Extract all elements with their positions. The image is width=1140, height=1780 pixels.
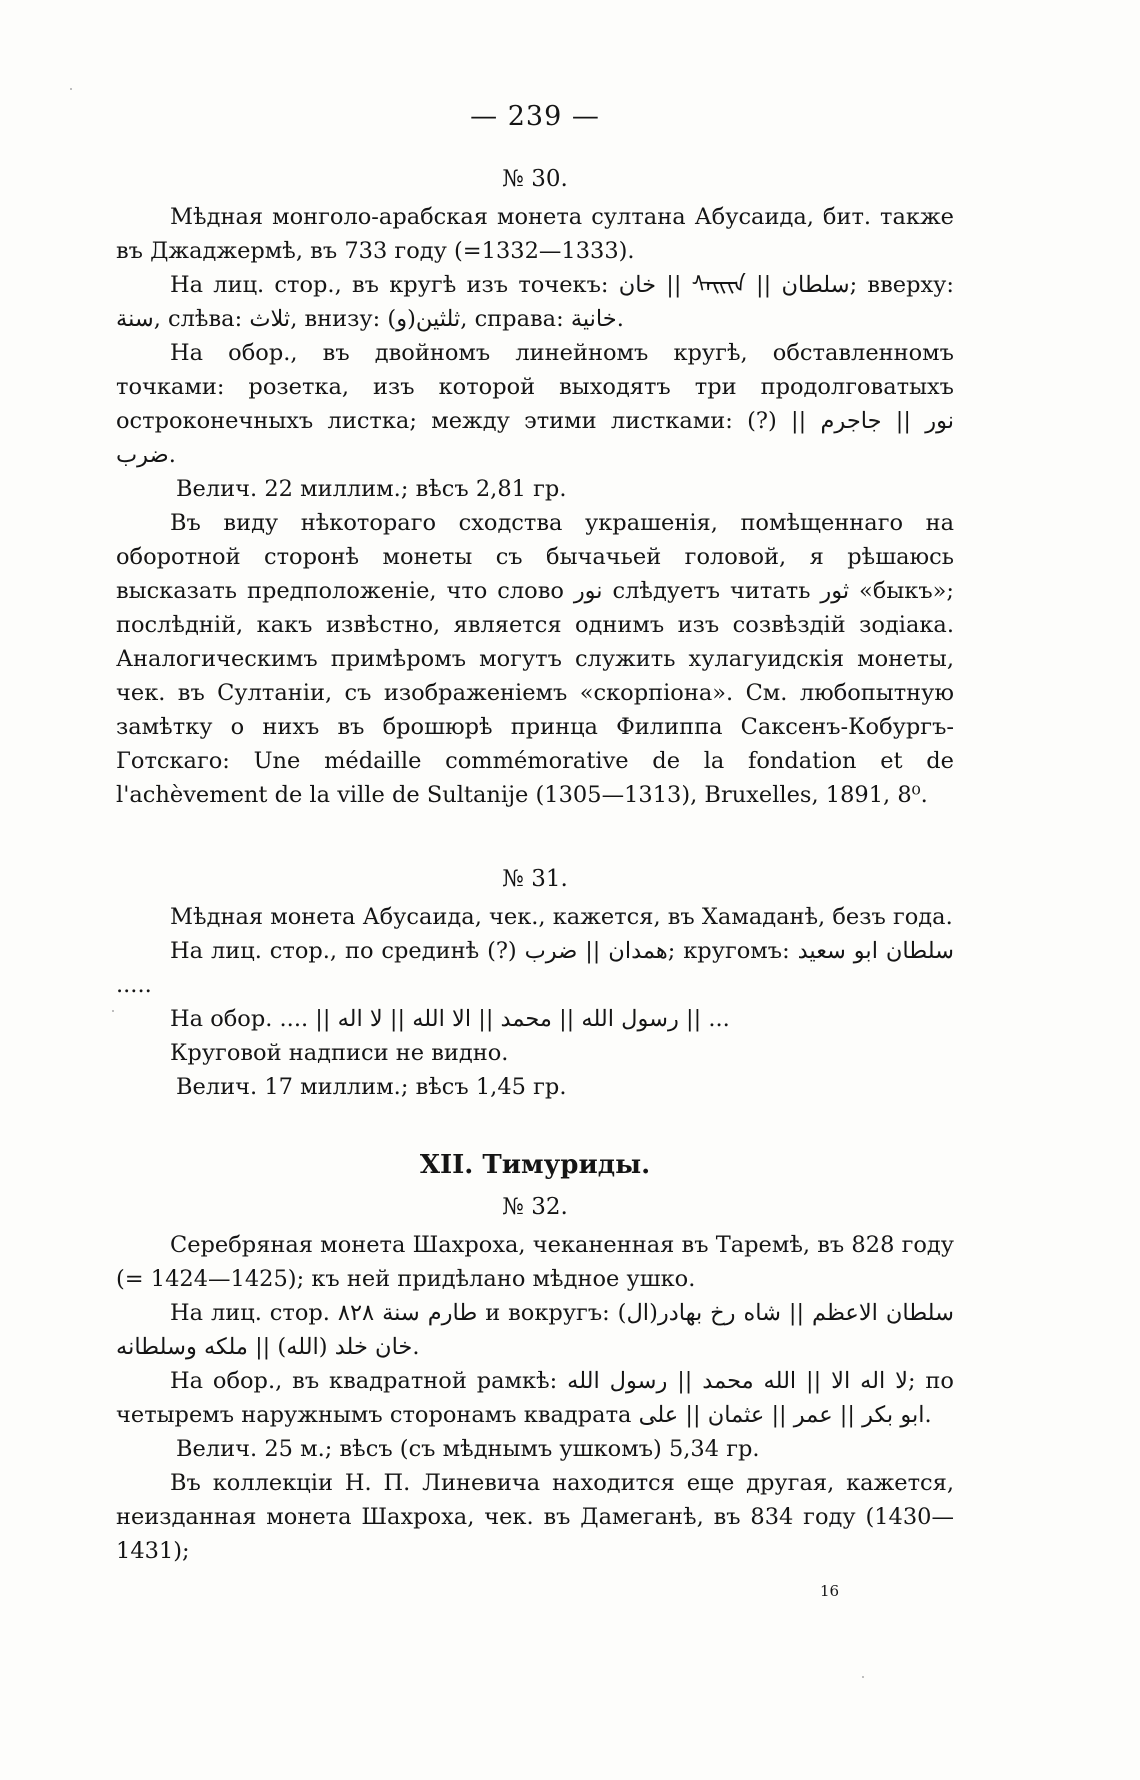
collection-paragraph: Въ коллекціи Н. П. Линевича находится еще другая, кажется, неизданная монета Шахроха, чек. въ Дамеганѣ, въ 834 году (1430—1431);: [116, 1470, 954, 1564]
entry-number: № 30.: [502, 166, 568, 192]
size-weight: Велич. 17 миллим.; вѣсъ 1,45 гр.: [176, 1074, 567, 1100]
section-heading: XII. Тимуриды.: [419, 1150, 651, 1180]
entry-number: № 31.: [502, 866, 568, 892]
size-weight: Велич. 22 миллим.; вѣсъ 2,81 гр.: [176, 476, 567, 502]
coin-description: Мѣдная монета Абусаида, чек., кажется, въ Хамаданѣ, безъ года.: [170, 904, 953, 930]
obverse-description: На лиц. стор., по срединѣ (?) همدان || ضرب; кругомъ: سلطان ابو سعيد .....: [116, 938, 954, 998]
obverse-description: На лиц. стор. طارم سنة ٨٢٨ и вокругъ: (ال)سلطان الاعظم || شاه رخ بهادر خان خلد (الله) || ملكه وسلطانه.: [116, 1300, 954, 1360]
entry-31: [116, 862, 954, 1104]
obverse-description: На лиц. стор., въ кругѣ изъ точекъ: خان || ⁠ᠰᠠᠢᠢᠨ || سلطان; вверху: سنة, слѣва: ثلاث, внизу: (و)ثلثين, справа: خانية.: [116, 272, 954, 332]
spacer: [116, 1104, 954, 1140]
entry-32: [116, 1190, 954, 1568]
signature-mark: 16: [820, 1582, 840, 1600]
page-number: — 239 —: [470, 101, 600, 132]
reverse-description: На обор., въ двойномъ линейномъ кругѣ, обставленномъ точками: розетка, изъ которой выходятъ три продолговатыхъ остроконечныхъ листка; между этими листками: (?) نور || جاجرم || ضرب.: [116, 340, 954, 468]
coin-description: Серебряная монета Шахроха, чеканенная въ Таремѣ, въ 828 году (= 1424—1425); къ ней придѣлано мѣдное ушко.: [116, 1232, 954, 1292]
paper-speck: [70, 88, 72, 90]
coin-description: Мѣдная монголо-арабская монета султана Абусаида, бит. также въ Джаджермѣ, въ 733 году (=1332—1333).: [116, 204, 954, 264]
entry-30: [116, 162, 954, 812]
commentary-paragraph: Въ виду нѣкотораго сходства украшенія, помѣщеннаго на оборотной сторонѣ монеты съ бычачьей головой, я рѣшаюсь высказать предположеніе, что слово نور слѣдуетъ читать ثور «быкъ»; послѣдній, какъ извѣстно, является однимъ изъ созвѣздій зодіака. Аналогическимъ примѣромъ могутъ служить хулагуидскія монеты, чек. въ Султаніи, съ изображеніемъ «скорпіона». См. любопытную замѣтку о нихъ въ брошюрѣ принца Филиппа Саксенъ-Кобургъ-Готскаго: Une médaille commémorative de la fondation et de l'achèvement de la ville de Sultanije (1305—1313), Bruxelles, 1891, 8⁰.: [116, 510, 954, 808]
reverse-description: На обор. .... || رسول الله || محمد || الا الله || لا اله || ...: [170, 1006, 730, 1032]
text-column: [116, 100, 954, 1568]
size-weight: Велич. 25 м.; вѣсъ (съ мѣднымъ ушкомъ) 5,34 гр.: [176, 1436, 760, 1462]
spacer: [116, 812, 954, 856]
note-line: Круговой надписи не видно.: [170, 1040, 509, 1066]
reverse-description: На обор., въ квадратной рамкѣ: لا اله الا || الله محمد || رسول الله; по четыремъ наружнымъ сторонамъ квадрата ابو بكر || عمر || عثمان || على.: [116, 1368, 954, 1428]
paper-speck: [862, 1676, 864, 1678]
entry-number: № 32.: [502, 1194, 568, 1220]
paper-speck: [112, 1010, 114, 1012]
